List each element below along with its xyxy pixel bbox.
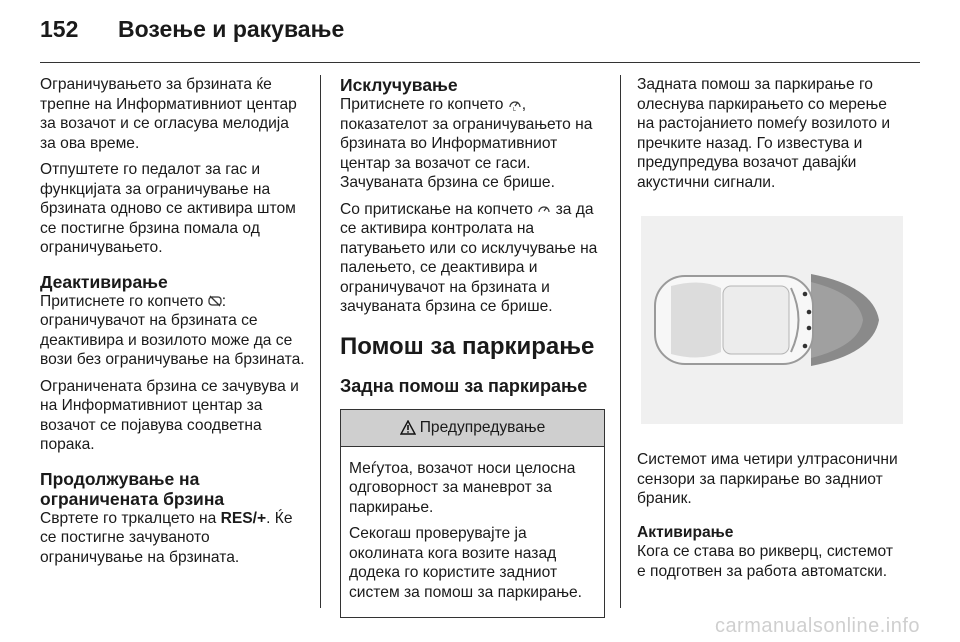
column-3 [637,75,905,588]
cruise-control-button-icon [537,202,551,216]
column-divider-2 [620,75,621,608]
paragraph: Задната помош за паркирање го олеснува паркирањето со мерење на растојанието помеѓу возилото и пречките назад. Го известува и предупредува возачот давајќи акустични сигнали. [637,76,891,191]
heading-deactivation: Деактивирање [40,271,168,292]
heading-activation: Активирање [637,523,734,541]
svg-text:L: L [512,107,516,111]
page-number: 152 [40,16,79,42]
paragraph: Ограничената брзина се зачувува и на Информативниот центар за возачот се појавува соодветна порака. [40,377,299,453]
warning-box [340,409,605,619]
paragraph: Секогаш проверувајте ја околината кога возите назад додека го користите задниот систем за помош за паркирање. [349,525,583,601]
page-title: Возење и ракување [118,16,345,42]
heading-resume: Продолжување на ограничената брзина [40,468,225,509]
warning-triangle-icon [400,420,416,435]
parking-sensor-illustration [641,216,903,424]
paragraph: Притиснете го копчето L , показателот за ограничувањето на брзината во Информативниот центар за возачот се гаси. Зачуваната брзина се брише. [340,96,593,191]
paragraph: Притиснете го копчето : ограничувачот на брзината се деактивира и возилото може да се вози без ограничување на брзината. [40,292,305,368]
subsection-title: Задна помош за паркирање [340,375,588,396]
warning-title: Предупредување [419,418,546,436]
section-title: Помош за паркирање [340,332,595,360]
paragraph: Свртете го тркалцето на RES/+. Ќе се постигне зачуваното ограничување на брзината. [40,509,293,566]
column-1 [40,75,308,574]
paragraph: Системот има четири ултрасонични сензори за паркирање во задниот браник. [637,451,898,507]
header-divider [40,62,920,63]
column-2 [340,75,605,618]
warning-header [341,410,604,447]
watermark: carmanualsonline.info [714,615,920,637]
heading-switch-off: Исклучување [340,75,458,95]
speed-limiter-button-icon [508,97,522,111]
column-divider-1 [320,75,321,608]
paragraph: Ограничувањето за брзината ќе трепне на Информативниот центар за возачот и се огласува мелодија за ова време. [40,76,297,152]
paragraph: Со притискање на копчето за да се активира контролата на патувањето или со исклучување на палењето, се деактивира и ограничувачот на брзината и зачуваната брзина се брише. [340,200,598,315]
paragraph: Кога се става во рикверц, системот е подготвен за работа автоматски. [637,543,893,580]
paragraph: Отпуштете го педалот за гас и функцијата за ограничување на брзината одново се активира штом се постигне брзина помала од ограничувањето. [40,161,296,256]
limiter-off-button-icon [208,294,222,308]
paragraph: Меѓутоа, возачот носи целосна одговорност за маневрот за паркирање. [349,459,576,516]
res-key-label: RES/+ [220,509,267,527]
